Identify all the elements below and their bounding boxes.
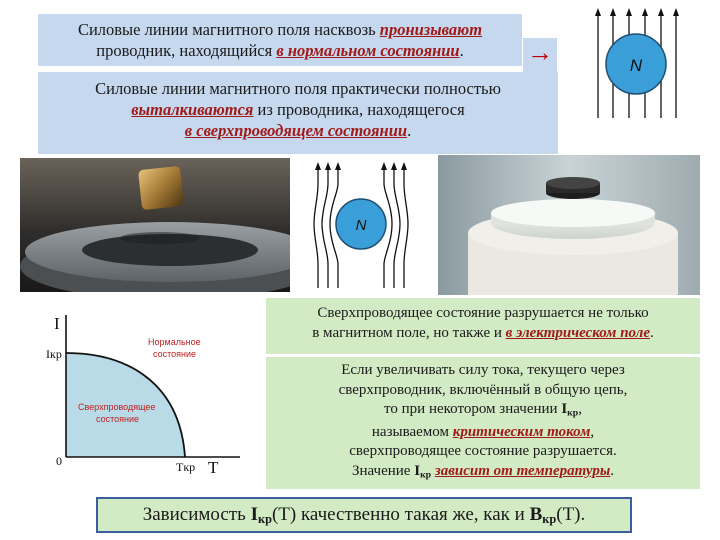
text: из проводника, находящегося [253, 100, 465, 119]
y-axis-label: I [54, 314, 60, 333]
highlight-critical-current: критическим током [452, 423, 591, 440]
text: , [578, 401, 582, 417]
levitation-photo-right [438, 155, 700, 295]
highlight-electric-field: в электрическом поле [505, 324, 651, 341]
normal-state-label-2: состояние [153, 349, 197, 359]
text: . [610, 462, 615, 479]
text: Значение [351, 462, 415, 479]
highlight-depends-on-temperature: зависит от температуры [434, 462, 611, 479]
text: в магнитном поле, но также и [312, 324, 506, 341]
highlight-normal-state: в нормальном состоянии [276, 41, 460, 60]
subscript: кр [542, 512, 557, 527]
superconducting-state-text-box [38, 72, 558, 154]
field-through-diagram [585, 6, 685, 118]
text: Силовые линии магнитного поля насквозь [77, 20, 380, 39]
subscript: кр [567, 407, 579, 419]
levitation-photo-left [20, 158, 290, 292]
highlight-sc-state: в сверхпроводящем состоянии [184, 121, 408, 140]
text: (T) качественно такая же, как и [271, 504, 530, 525]
text: Силовые линии магнитного поля практически полностью [95, 79, 501, 98]
y-tick-label: Iкр [46, 347, 62, 361]
sc-state-label-2: состояние [96, 414, 140, 424]
symbol-I: I [561, 401, 568, 417]
text: сверхпроводник, включённый в общую цепь, [338, 381, 628, 398]
critical-current-text-box [266, 357, 700, 489]
text: сверхпроводящее состояние разрушается. [349, 443, 617, 460]
electric-field-text-box [266, 298, 700, 354]
text: . [407, 121, 412, 140]
x-axis-label: T [208, 458, 219, 477]
subscript: кр [257, 512, 272, 527]
text: называемом [371, 423, 453, 440]
text: Если увеличивать силу тока, текущего через [341, 362, 625, 378]
magnet-label: N [629, 56, 643, 75]
critical-current-phase-diagram [40, 305, 262, 485]
sc-state-label-1: Сверхпроводящее [78, 402, 156, 412]
text: Зависимость [142, 504, 251, 525]
symbol-I: I [414, 462, 421, 479]
text: Сверхпроводящее состояние разрушается не только [317, 305, 649, 321]
symbol-I: I [250, 504, 258, 525]
highlight-pierce: пронизывают [379, 20, 483, 39]
text: то при некотором значении [384, 401, 562, 417]
conclusion-box [96, 497, 632, 533]
normal-state-label-1: Нормальное [148, 337, 201, 347]
origin-label: 0 [56, 454, 62, 468]
highlight-expelled: выталкиваются [131, 100, 254, 119]
subscript: кр [420, 469, 432, 481]
arrow-right-icon: → [523, 38, 557, 72]
text: . [459, 41, 464, 60]
text: (T). [556, 504, 586, 525]
text: . [650, 324, 654, 341]
normal-state-text-box [38, 14, 522, 66]
symbol-B: B [529, 504, 543, 525]
field-expelled-diagram [310, 160, 412, 288]
magnet-label: N [355, 217, 367, 234]
x-tick-label: Tкр [176, 460, 196, 474]
text: проводник, находящийся [96, 41, 277, 60]
text: , [590, 423, 595, 440]
